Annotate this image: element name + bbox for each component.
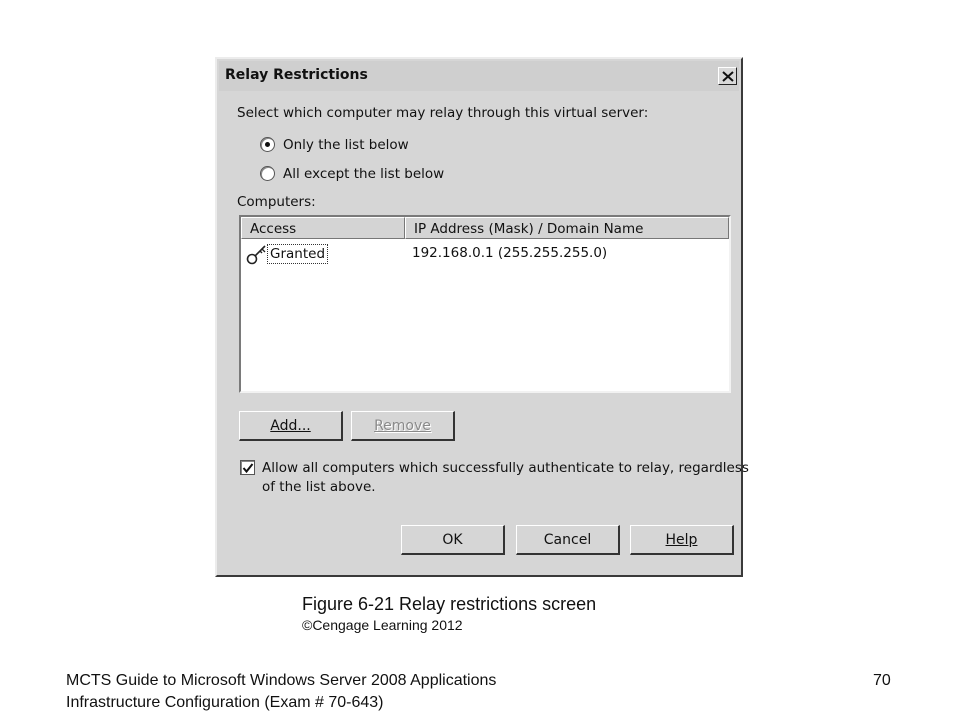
copyright-notice: ©Cengage Learning 2012 [302,617,463,633]
cancel-button-label: Cancel [543,531,592,548]
radio-all-except-label[interactable]: All except the list below [283,166,445,182]
computers-label: Computers: [237,194,316,210]
relay-restrictions-dialog [215,57,749,577]
title-bar [219,61,739,91]
allow-authenticated-checkbox[interactable] [240,460,255,475]
close-button[interactable] [718,67,737,85]
ok-button-label: OK [442,531,463,548]
add-button-label: Add... [270,417,311,434]
ok-button[interactable] [401,525,505,555]
radio-only-list-label[interactable]: Only the list below [283,137,409,153]
column-header-access[interactable] [241,217,405,239]
relay-prompt: Select which computer may relay through this virtual server: [237,105,649,121]
checkmark-icon [242,462,254,474]
figure-caption: Figure 6-21 Relay restrictions screen [302,594,597,614]
allow-authenticated-label-line2[interactable]: of the list above. [262,479,376,495]
add-button[interactable] [239,411,343,441]
footer-line2: Infrastructure Configuration (Exam # 70-643) [66,694,384,711]
close-icon [722,71,734,82]
radio-all-except[interactable] [260,166,275,181]
column-header-address-label: IP Address (Mask) / Domain Name [414,221,644,237]
remove-button[interactable] [351,411,455,441]
page-number: 70 [873,672,891,689]
key-icon [245,243,269,267]
remove-button-label: Remove [374,417,431,434]
cancel-button[interactable] [516,525,620,555]
computers-list[interactable] [239,215,731,393]
radio-only-list[interactable] [260,137,275,152]
help-button-label: Help [665,531,698,548]
table-row[interactable] [241,241,729,267]
column-header-access-label: Access [250,221,297,237]
column-header-address[interactable] [405,217,729,239]
dialog-title: Relay Restrictions [225,67,368,83]
row-access: Granted [267,244,328,264]
footer-line1: MCTS Guide to Microsoft Windows Server 2008 Applications [66,672,497,689]
help-button[interactable] [630,525,734,555]
row-address: 192.168.0.1 (255.255.255.0) [412,245,608,261]
allow-authenticated-label-line1[interactable]: Allow all computers which successfully authenticate to relay, regardless [262,460,749,476]
